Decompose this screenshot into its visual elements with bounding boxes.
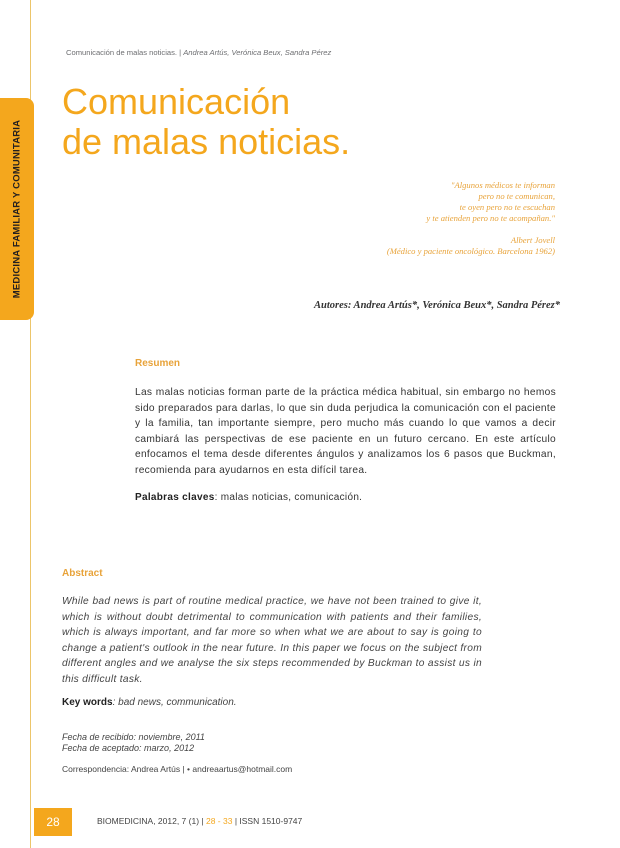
epigraph-line: te oyen pero no te escuchan xyxy=(459,202,555,212)
epigraph-author: Albert Jovell xyxy=(510,235,555,245)
keywords-es xyxy=(135,492,362,503)
keywords-en-text: : bad news, communication. xyxy=(112,697,237,708)
article-title xyxy=(62,82,350,162)
date-received: Fecha de recibido: noviembre, 2011 xyxy=(62,732,205,742)
footer-journal: BIOMEDICINA, 2012, 7 (1) | xyxy=(97,816,204,826)
keywords-en-label: Key words xyxy=(62,697,113,708)
epigraph-line: pero no te comunican, xyxy=(478,191,555,201)
authors-line: Autores: Andrea Artús*, Verónica Beux*, Sandra Pérez* xyxy=(313,300,560,311)
section-side-tab-label: MEDICINA FAMILIAR Y COMUNITARIA xyxy=(11,119,23,299)
correspondence: Correspondencia: Andrea Artús | • andreaartus@hotmail.com xyxy=(62,764,293,774)
article-title-line-1: Comunicación xyxy=(62,81,291,122)
running-head-topic: Comunicación de malas noticias. | xyxy=(66,48,182,57)
epigraph-line: "Algunos médicos te informan xyxy=(450,180,555,190)
resumen-heading: Resumen xyxy=(135,358,181,369)
section-side-tab xyxy=(0,98,34,320)
running-head xyxy=(66,48,331,57)
abstract-text: While bad news is part of routine medical practice, we have not been trained to give it, which is without doubt detrimental to communication with patients and their families, which is always important, and far more so when what we are about to say is going to change a patient's outlook in the near future. In this paper we focus on the subject from different angles and we analyse the six steps recommended by Buckman to assist us in this difficult task. xyxy=(62,596,482,685)
keywords-en xyxy=(62,697,237,708)
epigraph-line: y te atienden pero no te acompañan." xyxy=(426,213,555,223)
resumen-text: Las malas noticias forman parte de la práctica médica habitual, sin embargo no hemos sido preparados para darlas, lo que sin duda perjudica la comunicación con el paciente y la familia, tan importante siempre, pero mucho más cuando lo que vamos a decir cambiará las perspectivas de ese paciente en un futuro cercano. En este artículo enfocamos el tema desde diferentes ángulos y analizamos los 6 pasos que Buckman, recomienda para ayudarnos en esta difícil tarea. xyxy=(135,387,556,476)
keywords-es-label: Palabras claves xyxy=(135,492,215,503)
abstract-heading: Abstract xyxy=(62,568,103,579)
epigraph xyxy=(387,180,555,257)
article-title-line-2: de malas noticias. xyxy=(62,121,351,162)
running-head-authors: Andrea Artús, Verónica Beux, Sandra Pérez xyxy=(183,48,332,57)
footer-pages: 28 - 33 xyxy=(205,816,233,826)
keywords-es-text: : malas noticias, comunicación. xyxy=(214,492,363,503)
submission-dates xyxy=(62,732,205,754)
footer-citation xyxy=(97,816,302,826)
footer-issn: | ISSN 1510-9747 xyxy=(234,816,303,826)
page-number: 28 xyxy=(34,808,72,836)
date-accepted: Fecha de aceptado: marzo, 2012 xyxy=(62,743,195,753)
epigraph-source: (Médico y paciente oncológico. Barcelona 1962) xyxy=(386,246,555,256)
